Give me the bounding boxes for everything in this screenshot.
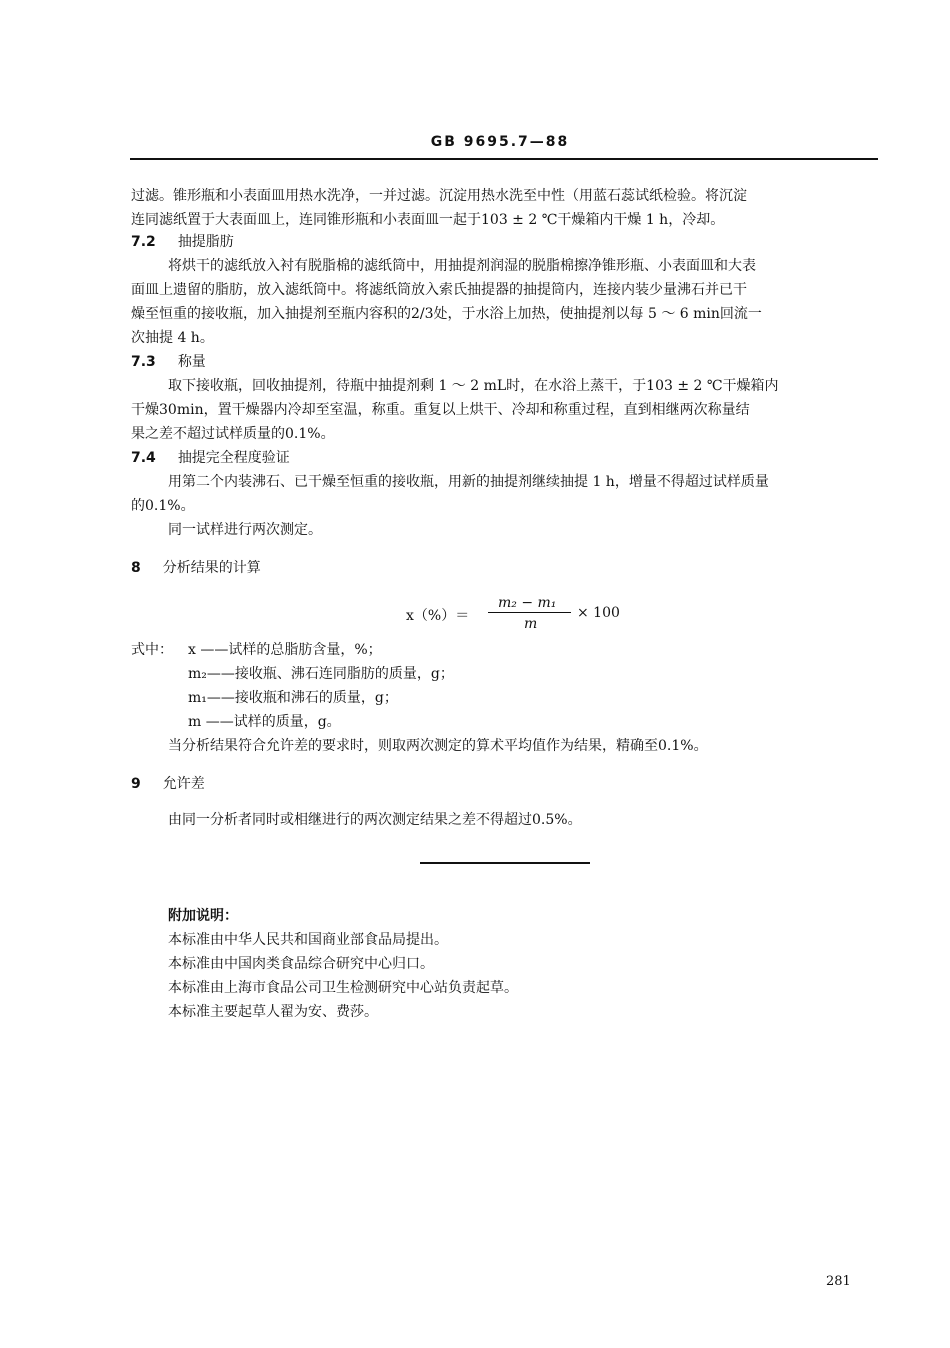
note-line: 本标准主要起草人翟为安、费莎。 [168, 1004, 378, 1020]
section-divider [420, 862, 590, 864]
section-7-4-heading [131, 448, 290, 468]
section-8-heading [131, 558, 261, 578]
section-number: 7.4 [131, 450, 156, 466]
section-number: 7.2 [131, 234, 156, 250]
body-line: 过滤。锥形瓶和小表面皿用热水洗净，一并过滤。沉淀用热水洗至中性（用蓝石蕊试纸检验。将沉淀 [131, 188, 747, 204]
body-line: 面皿上遗留的脂肪，放入滤纸筒中。将滤纸筒放入索氏抽提器的抽提筒内，连接内装少量沸石并已干 [131, 282, 747, 298]
body-line: 次抽提 4 h。 [131, 330, 214, 346]
note-line: 本标准由中华人民共和国商业部食品局提出。 [168, 932, 448, 948]
header-rule [130, 158, 878, 160]
body-line: 取下接收瓶，回收抽提剂，待瓶中抽提剂剩 1 ～ 2 mL时，在水浴上蒸干，于103 ± 2 ℃干燥箱内 [168, 378, 779, 394]
variable-m2: m₂——接收瓶、沸石连同脂肪的质量，g； [188, 666, 454, 682]
section-9-heading [131, 774, 205, 794]
section-number: 8 [131, 560, 141, 576]
formula-multiplier: × 100 [577, 605, 620, 621]
section-title: 抽提脂肪 [177, 234, 234, 250]
formula-numerator: m₂ − m₁ [498, 595, 557, 611]
body-line: 连同滤纸置于大表面皿上，连同锥形瓶和小表面皿一起于103 ± 2 ℃干燥箱内干燥 1 h，冷却。 [131, 212, 725, 228]
body-line: 干燥30min，置干燥器内冷却至室温，称重。重复以上烘干、冷却和称重过程，直到相继两次称量结 [131, 402, 750, 418]
body-line: 用第二个内装沸石、已干燥至恒重的接收瓶，用新的抽提剂继续抽提 1 h，增量不得超过试样质量 [168, 474, 769, 490]
variable-m: m ——试样的质量，g。 [188, 714, 341, 730]
section-number: 7.3 [131, 354, 156, 370]
section-title: 称量 [177, 354, 206, 370]
notes-title: 附加说明： [168, 908, 238, 924]
formula-lhs: x（%）＝ [406, 608, 470, 624]
formula-denominator: m [524, 616, 538, 632]
section-title: 允许差 [162, 776, 205, 792]
section-number: 9 [131, 776, 141, 792]
variable-m1: m₁——接收瓶和沸石的质量，g； [188, 690, 398, 706]
variable-x: x ——试样的总脂肪含量，%； [188, 642, 382, 658]
section-title: 抽提完全程度验证 [177, 450, 290, 466]
body-line: 当分析结果符合允许差的要求时，则取两次测定的算术平均值作为结果，精确至0.1%。 [168, 738, 708, 754]
body-line: 果之差不超过试样质量的0.1%。 [131, 426, 335, 442]
note-line: 本标准由中国肉类食品综合研究中心归口。 [168, 956, 434, 972]
note-line: 本标准由上海市食品公司卫生检测研究中心站负责起草。 [168, 980, 518, 996]
variables-intro: 式中： [131, 642, 173, 658]
body-line: 同一试样进行两次测定。 [168, 522, 322, 538]
body-line: 由同一分析者同时或相继进行的两次测定结果之差不得超过0.5%。 [168, 812, 582, 828]
body-line: 的0.1%。 [131, 498, 195, 514]
section-title: 分析结果的计算 [162, 560, 261, 576]
section-7-3-heading [131, 352, 206, 372]
body-line: 将烘干的滤纸放入衬有脱脂棉的滤纸筒中，用抽提剂润湿的脱脂棉擦净锥形瓶、小表面皿和大表 [168, 258, 756, 274]
page-number: 281 [826, 1274, 851, 1289]
body-line: 燥至恒重的接收瓶，加入抽提剂至瓶内容积的2/3处，于水浴上加热，使抽提剂以每 5 ～ 6 min回流一 [131, 306, 762, 322]
section-7-2-heading [131, 232, 234, 252]
document-header: GB 9695.7—88 [430, 134, 570, 150]
fraction-bar [488, 612, 571, 613]
